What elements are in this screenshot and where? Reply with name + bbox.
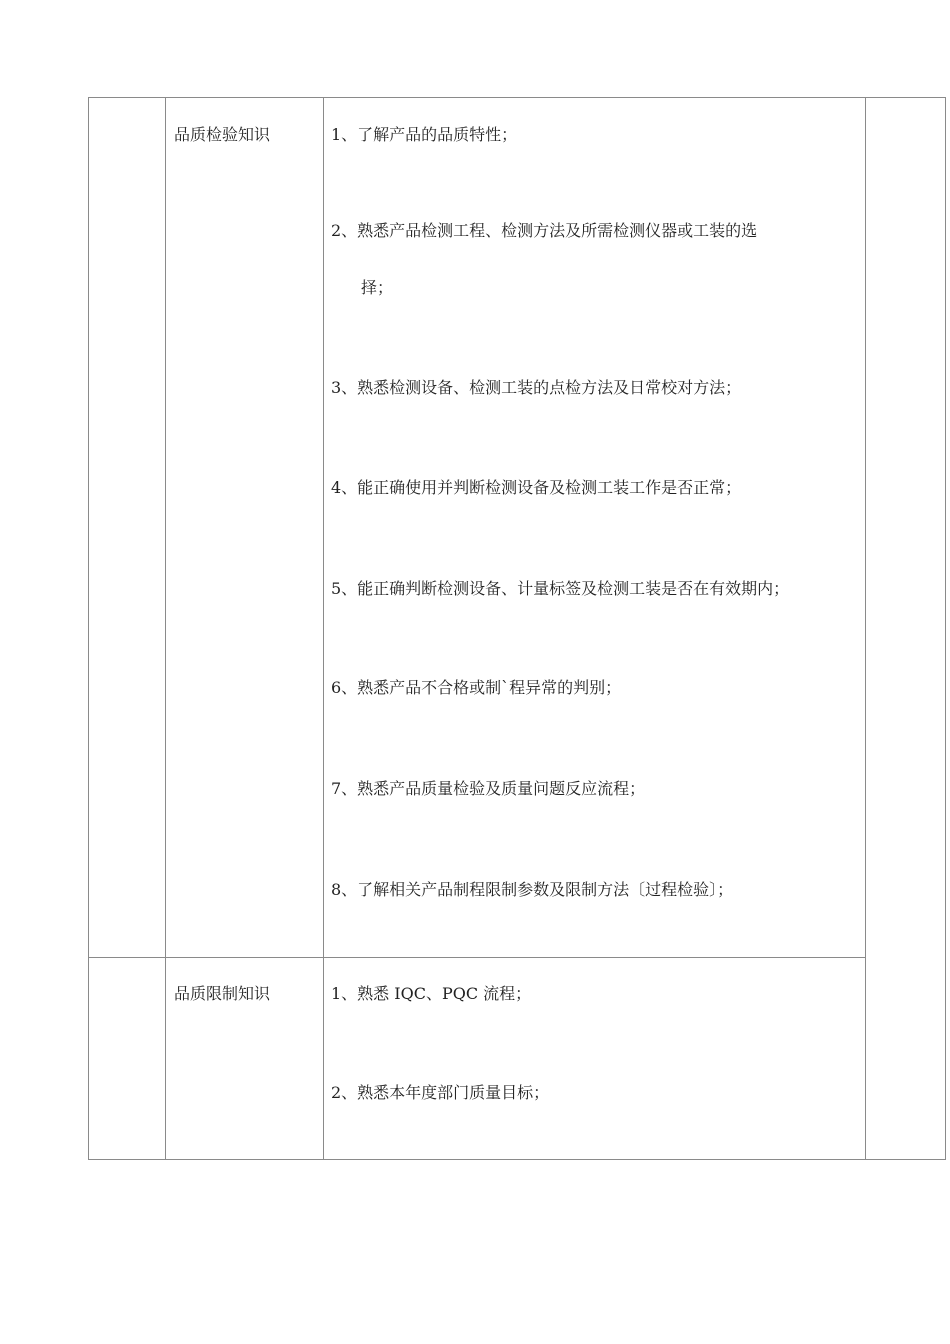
row-divider	[88, 957, 866, 958]
list-item: 2、熟悉产品检测工程、检测方法及所需检测仪器或工装的选	[331, 221, 758, 240]
table-bottom-border	[88, 1159, 946, 1160]
table-left-border	[88, 97, 89, 1160]
list-item: 1、了解产品的品质特性；	[331, 125, 518, 144]
section-title: 品质限制知识	[174, 984, 271, 1003]
table-top-border	[88, 97, 946, 98]
list-item: 8、了解相关产品制程限制参数及限制方法〔过程检验〕；	[331, 880, 734, 899]
column-divider	[165, 97, 166, 1160]
list-item: 5、能正确判断检测设备、计量标签及检测工装是否在有效期内；	[331, 579, 790, 598]
requirements-table	[88, 97, 946, 1160]
list-item: 7、熟悉产品质量检验及质量问题反应流程；	[331, 779, 646, 798]
section-title: 品质检验知识	[174, 125, 271, 144]
list-item: 1、熟悉 IQC、PQC 流程；	[331, 984, 532, 1003]
column-divider	[323, 97, 324, 1160]
column-divider	[865, 97, 866, 1160]
list-item: 6、熟悉产品不合格或制`程异常的判别；	[331, 678, 622, 697]
list-item: 2、熟悉本年度部门质量目标；	[331, 1083, 550, 1102]
table-right-border	[945, 97, 946, 1160]
list-item: 3、熟悉检测设备、检测工装的点检方法及日常校对方法；	[331, 378, 742, 397]
list-item: 4、能正确使用并判断检测设备及检测工装工作是否正常；	[331, 478, 742, 497]
list-item-continuation: 择；	[361, 278, 394, 297]
